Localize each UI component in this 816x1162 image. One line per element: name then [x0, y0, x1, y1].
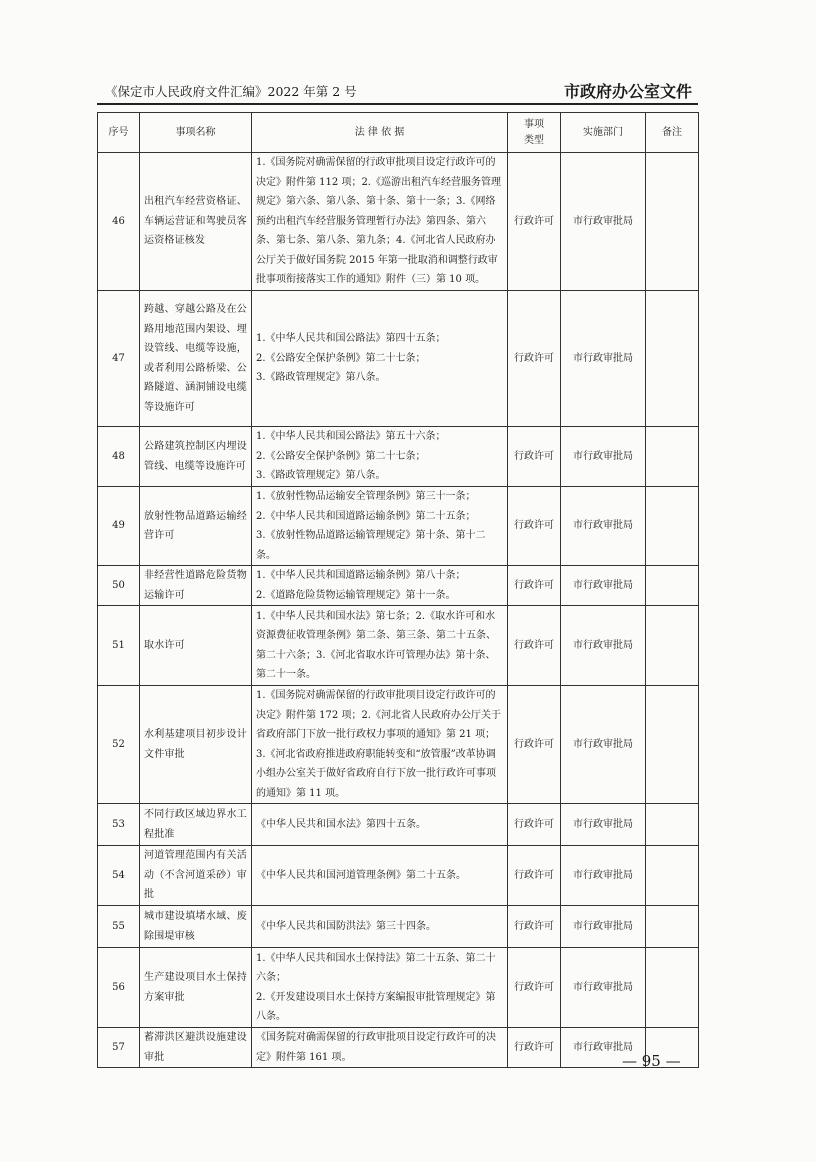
header-rule [97, 103, 698, 105]
section-title: 市政府办公室文件 [563, 82, 692, 101]
table-row [98, 606, 699, 686]
row-type: 行政许可 [508, 487, 561, 566]
row-dept: 市行政审批局 [561, 948, 646, 1028]
row-note [646, 906, 699, 948]
row-name: 取水许可 [140, 606, 252, 686]
row-no: 46 [98, 153, 140, 291]
row-type: 行政许可 [508, 291, 561, 427]
row-no: 56 [98, 948, 140, 1028]
row-dept: 市行政审批局 [561, 566, 646, 606]
row-name: 河道管理范围内有关活动（不含河道采砂）审批 [140, 846, 252, 906]
row-type: 行政许可 [508, 906, 561, 948]
table-row [98, 804, 699, 846]
row-basis: 《中华人民共和国水法》第四十五条。 [252, 804, 508, 846]
page-number: — 95 — [622, 1052, 681, 1070]
col-header-basis: 法 律 依 据 [252, 113, 508, 153]
row-note [646, 686, 699, 804]
row-type: 行政许可 [508, 427, 561, 487]
row-dept: 市行政审批局 [561, 291, 646, 427]
table-row [98, 427, 699, 487]
row-basis: 《中华人民共和国河道管理条例》第二十五条。 [252, 846, 508, 906]
row-type: 行政许可 [508, 1028, 561, 1068]
row-no: 50 [98, 566, 140, 606]
row-no: 52 [98, 686, 140, 804]
row-dept: 市行政审批局 [561, 804, 646, 846]
row-dept: 市行政审批局 [561, 153, 646, 291]
row-dept: 市行政审批局 [561, 846, 646, 906]
row-name: 公路建筑控制区内埋设管线、电缆等设施许可 [140, 427, 252, 487]
table-row [98, 487, 699, 566]
row-dept: 市行政审批局 [561, 427, 646, 487]
row-basis: 1.《中华人民共和国水法》第七条；2.《取水许可和水资源费征收管理条例》第二条、第三条、第二十五条、第二十六条；3.《河北省取水许可管理办法》第十条、第二十一条。 [252, 606, 508, 686]
row-no: 51 [98, 606, 140, 686]
col-header-dept: 实施部门 [561, 113, 646, 153]
row-dept: 市行政审批局 [561, 606, 646, 686]
row-basis: 1.《中华人民共和国公路法》第五十六条； 2.《公路安全保护条例》第二十七条； 3.《路政管理规定》第八条。 [252, 427, 508, 487]
row-dept: 市行政审批局 [561, 906, 646, 948]
table-row [98, 566, 699, 606]
row-no: 57 [98, 1028, 140, 1068]
row-basis: 1.《中华人民共和国道路运输条例》第八十条； 2.《道路危险货物运输管理规定》第十一条。 [252, 566, 508, 606]
row-name: 城市建设填堵水域、废除围堤审核 [140, 906, 252, 948]
table-row [98, 153, 699, 291]
row-basis: 1.《中华人民共和国水土保持法》第二十五条、第二十六条； 2.《开发建设项目水土保持方案编报审批管理规定》第八条。 [252, 948, 508, 1028]
row-name: 放射性物品道路运输经营许可 [140, 487, 252, 566]
row-basis: 1.《放射性物品运输安全管理条例》第三十一条； 2.《中华人民共和国道路运输条例》第二十五条； 3.《放射性物品道路运输管理规定》第十条、第十二条。 [252, 487, 508, 566]
row-type: 行政许可 [508, 606, 561, 686]
permit-table [97, 112, 699, 1068]
row-name: 跨越、穿越公路及在公路用地范围内架设、埋设管线、电缆等设施，或者利用公路桥梁、公路隧道、涵洞铺设电缆等设施许可 [140, 291, 252, 427]
row-no: 49 [98, 487, 140, 566]
row-basis: 《中华人民共和国防洪法》第三十四条。 [252, 906, 508, 948]
row-note [646, 948, 699, 1028]
row-type: 行政许可 [508, 948, 561, 1028]
row-note [646, 846, 699, 906]
page-header [105, 79, 692, 103]
row-dept: 市行政审批局 [561, 686, 646, 804]
publication-title: 《保定市人民政府文件汇编》2022 年第 2 号 [105, 84, 357, 99]
col-header-type: 事项 类型 [508, 113, 561, 153]
table-row [98, 948, 699, 1028]
row-note [646, 291, 699, 427]
row-note [646, 606, 699, 686]
row-no: 48 [98, 427, 140, 487]
row-note [646, 427, 699, 487]
col-header-no: 序号 [98, 113, 140, 153]
row-basis: 《国务院对确需保留的行政审批项目设定行政许可的决定》附件第 161 项。 [252, 1028, 508, 1068]
row-name: 蓄滞洪区避洪设施建设审批 [140, 1028, 252, 1068]
table-row [98, 291, 699, 427]
row-type: 行政许可 [508, 804, 561, 846]
row-name: 不同行政区域边界水工程批准 [140, 804, 252, 846]
row-type: 行政许可 [508, 153, 561, 291]
table-row [98, 906, 699, 948]
row-no: 53 [98, 804, 140, 846]
row-basis: 1.《国务院对确需保留的行政审批项目设定行政许可的决定》附件第 172 项；2.《河北省人民政府办公厅关于省政府部门下放一批行政权力事项的通知》第 21 项；3.《河北省政府推进政府职能转变和“放管服”改革协调小组办公室关于做好省政府自行下放一批行政许可事项的通知》第 11 项。 [252, 686, 508, 804]
table-row [98, 1028, 699, 1068]
row-basis: 1.《中华人民共和国公路法》第四十五条； 2.《公路安全保护条例》第二十七条； 3.《路政管理规定》第八条。 [252, 291, 508, 427]
row-note [646, 566, 699, 606]
row-note [646, 153, 699, 291]
row-note [646, 487, 699, 566]
table-row [98, 846, 699, 906]
row-name: 出租汽车经营资格证、车辆运营证和驾驶员客运资格证核发 [140, 153, 252, 291]
row-name: 非经营性道路危险货物运输许可 [140, 566, 252, 606]
col-header-name: 事项名称 [140, 113, 252, 153]
row-name: 生产建设项目水土保持方案审批 [140, 948, 252, 1028]
row-note [646, 804, 699, 846]
row-type: 行政许可 [508, 686, 561, 804]
col-header-note: 备注 [646, 113, 699, 153]
row-type: 行政许可 [508, 846, 561, 906]
row-type: 行政许可 [508, 566, 561, 606]
row-no: 54 [98, 846, 140, 906]
row-basis: 1.《国务院对确需保留的行政审批项目设定行政许可的决定》附件第 112 项；2.《巡游出租汽车经营服务管理规定》第六条、第八条、第十条、第十一条；3.《网络预约出租汽车经营服务管理暂行办法》第四条、第六条、第七条、第八条、第九条；4.《河北省人民政府办公厅关于做好国务院 2015 年第一批取消和调整行政审批事项衔接落实工作的通知》附件（三）第 10 项。 [252, 153, 508, 291]
row-name: 水利基建项目初步设计文件审批 [140, 686, 252, 804]
table-header-row [98, 113, 699, 153]
row-no: 47 [98, 291, 140, 427]
row-no: 55 [98, 906, 140, 948]
row-dept: 市行政审批局 [561, 1028, 646, 1068]
row-dept: 市行政审批局 [561, 487, 646, 566]
table-row [98, 686, 699, 804]
